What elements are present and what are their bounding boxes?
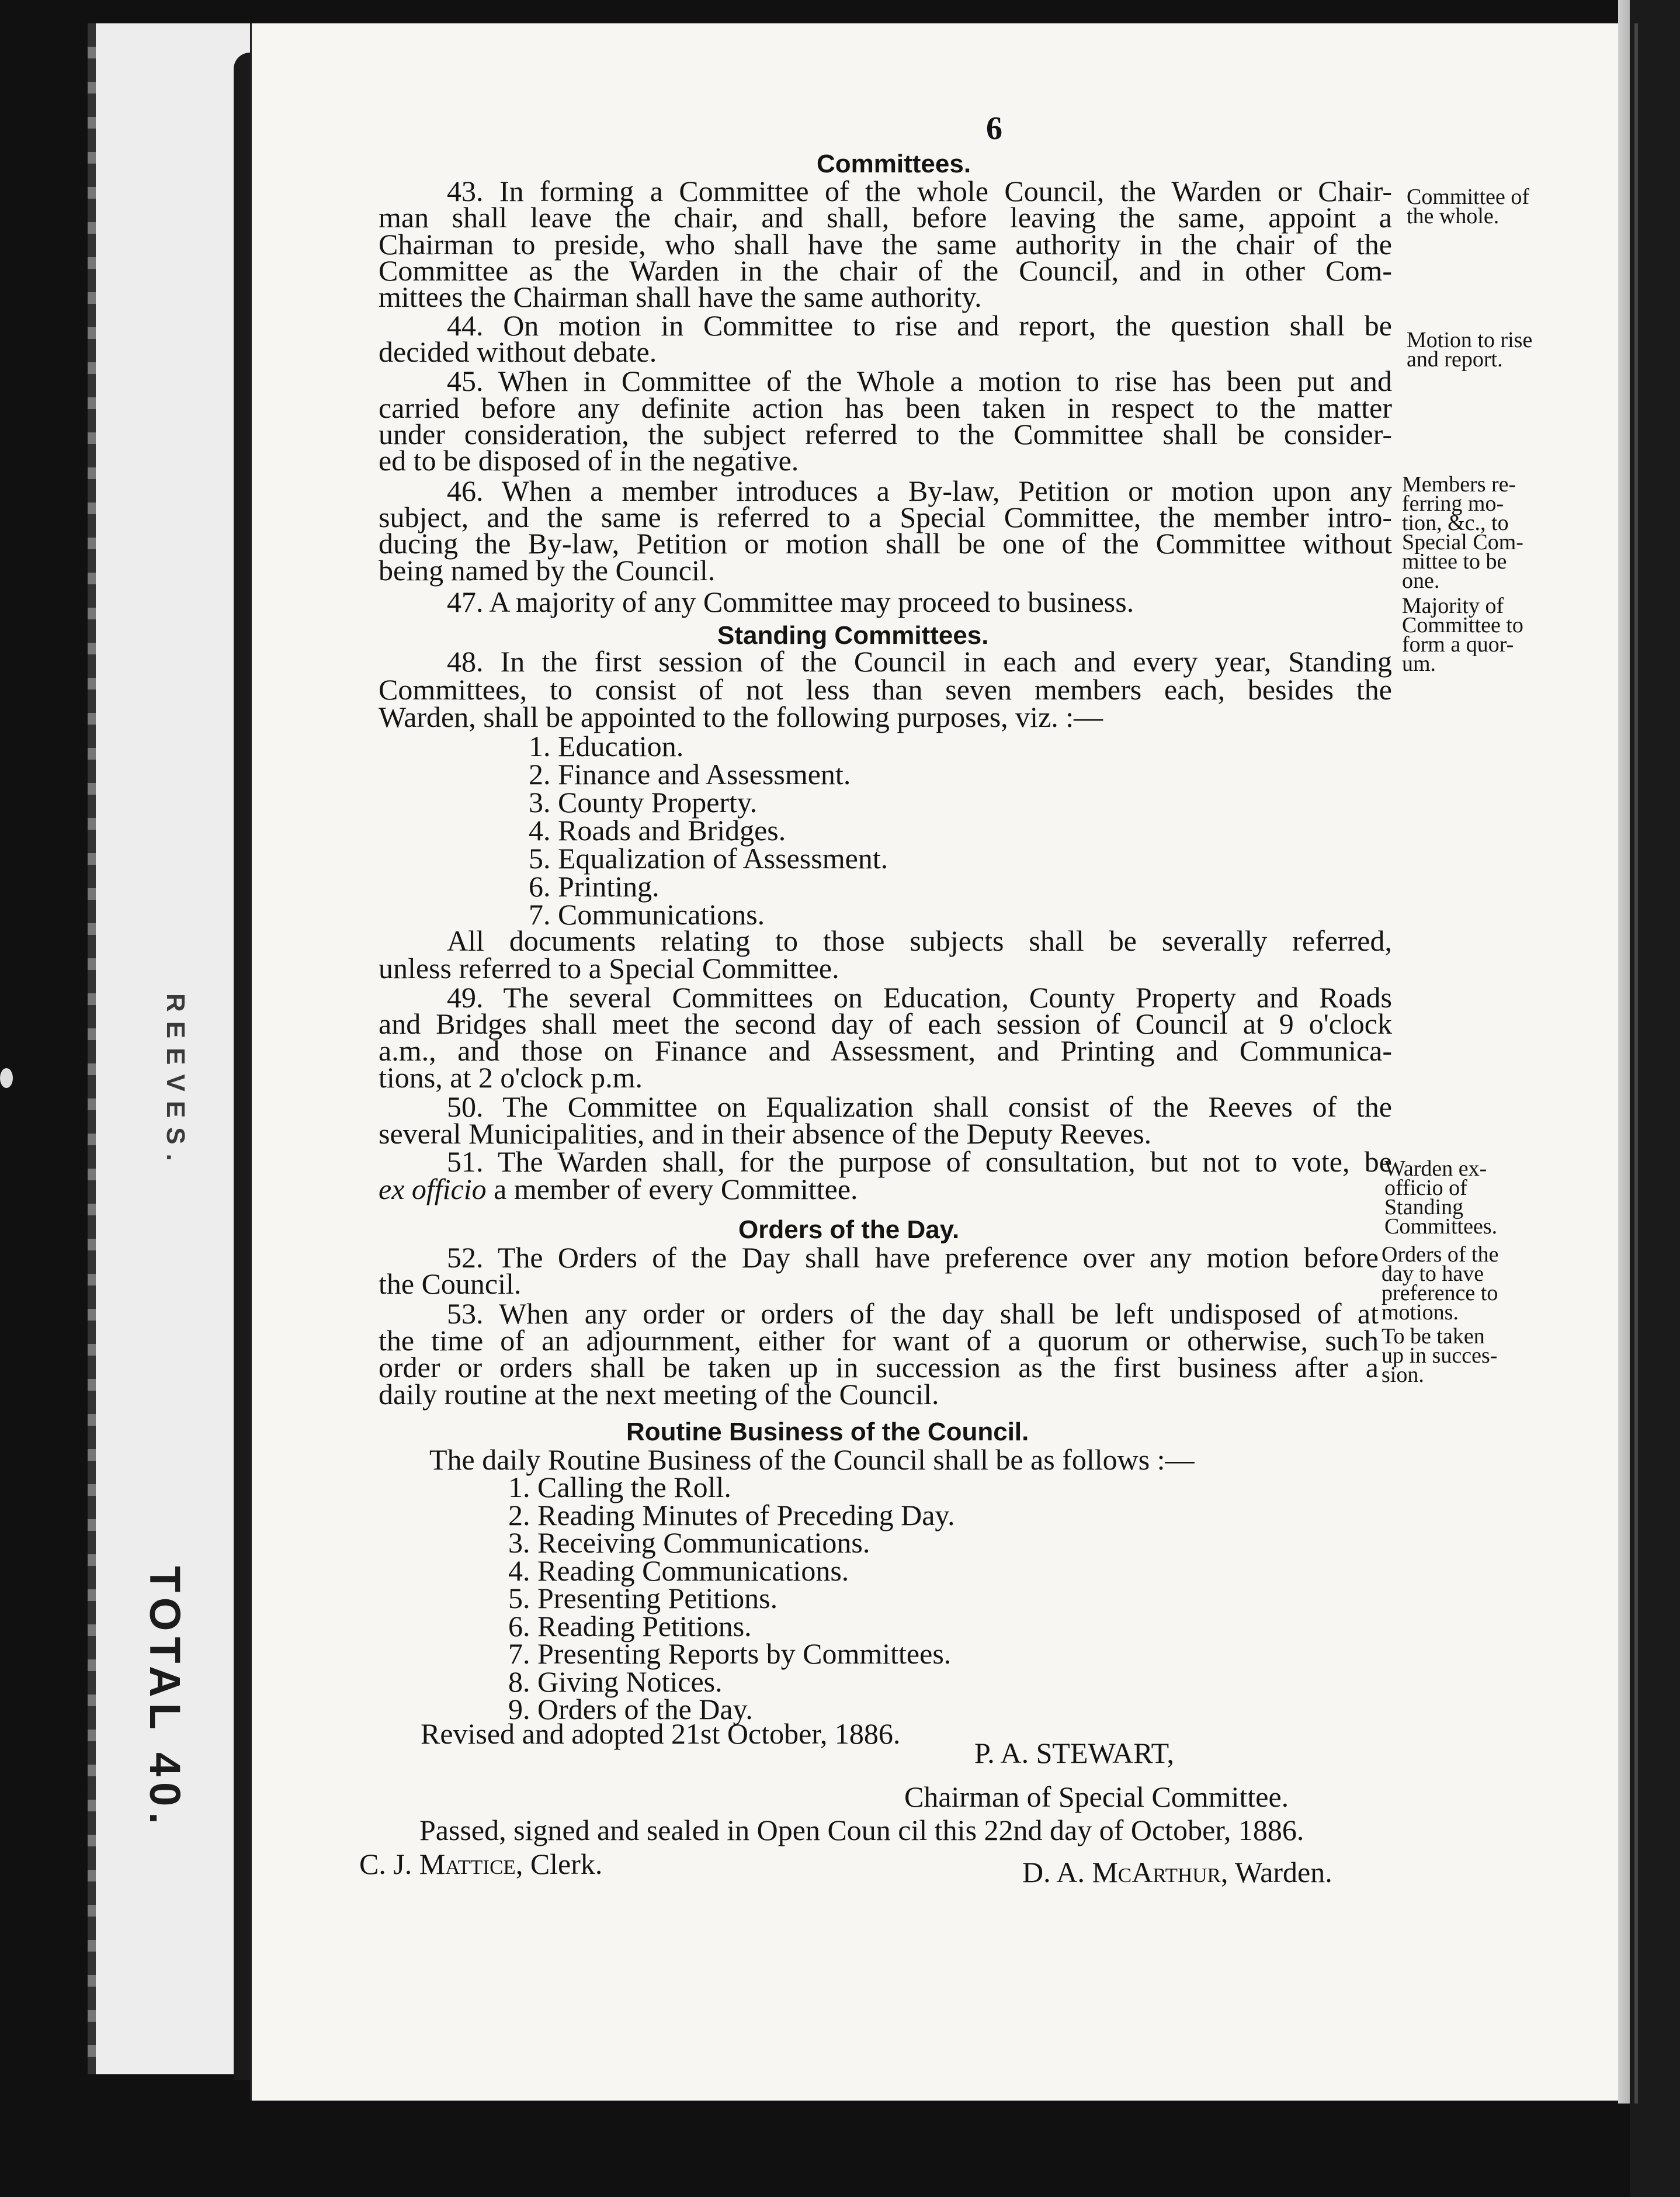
committees-line: 46. When a member introduces a By-law, Petition or motion upon any: [447, 474, 1392, 507]
standing-paragraph-line: 50. The Committee on Equalization shall consist of the Reeves of the: [447, 1090, 1392, 1123]
margin-note-warden-ex: Standing: [1384, 1195, 1464, 1219]
ex-officio-line: ex officio a member of every Committee.: [379, 1173, 858, 1205]
clerk-signature: C. J. Mattice, Clerk.: [359, 1848, 603, 1880]
committees-line: 43. In forming a Committee of the whole Council, the Warden or Chair-: [447, 175, 1392, 207]
committees-line: ducing the By-law, Petition or motion shall be one of the Committee without: [379, 527, 1392, 560]
standing-paragraph-line: several Municipalities, and in their absence of the Deputy Reeves.: [379, 1117, 1152, 1150]
heading-committees: Committees.: [817, 150, 971, 178]
rotated-total-label: TOTAL 40.: [141, 1566, 189, 1830]
standing-intro-line: Warden, shall be appointed to the following purposes, viz. :—: [379, 701, 1103, 733]
heading-orders-of-the-day: Orders of the Day.: [738, 1215, 960, 1244]
margin-note-orders-pref: day to have: [1382, 1262, 1484, 1286]
margin-note-warden-ex: Committees.: [1384, 1214, 1498, 1239]
standing-committee-item: 2. Finance and Assessment.: [529, 758, 851, 791]
heading-routine-business: Routine Business of the Council.: [626, 1418, 1029, 1446]
orders-line: daily routine at the next meeting of the Council.: [379, 1378, 939, 1411]
orders-line: the time of an adjournment, either for want of a quorum or otherwise, such: [379, 1324, 1379, 1357]
committees-line: 47. A majority of any Committee may proceed to business.: [447, 585, 1134, 618]
routine-item: 3. Receiving Communications.: [508, 1526, 870, 1559]
standing-paragraph-line: tions, at 2 o'clock p.m.: [379, 1061, 643, 1094]
routine-item: 7. Presenting Reports by Committees.: [508, 1637, 952, 1670]
orders-line: order or orders shall be taken up in succession as the first business after a: [379, 1351, 1379, 1384]
margin-note-to-be-taken: To be taken: [1382, 1324, 1485, 1349]
margin-note-committee-whole: the whole.: [1407, 204, 1499, 228]
passed-statement: Passed, signed and sealed in Open Coun cil this 22nd day of October, 1886.: [419, 1814, 1304, 1846]
revised-date: Revised and adopted 21st October, 1886.: [421, 1717, 901, 1750]
standing-committee-item: 6. Printing.: [529, 870, 659, 903]
page-edge-shadow: [234, 53, 250, 2080]
committees-line: mittees the Chairman shall have the same authority.: [379, 280, 982, 313]
margin-note-members-referring: tion, &c., to: [1402, 511, 1509, 535]
heading-standing-committees: Standing Committees.: [717, 621, 989, 650]
margin-note-majority: Majority of: [1402, 594, 1504, 618]
margin-note-to-be-taken: up in succes-: [1382, 1343, 1498, 1368]
page-stack-edge: [88, 23, 96, 2074]
standing-committee-item: 5. Equalization of Assessment.: [529, 842, 888, 875]
margin-note-orders-pref: motions.: [1382, 1300, 1459, 1325]
orders-line: 52. The Orders of the Day shall have preference over any motion before: [447, 1241, 1379, 1274]
routine-intro: The daily Routine Business of the Council shall be as follows :—: [429, 1443, 1195, 1476]
margin-note-committee-whole: Committee of: [1407, 185, 1530, 209]
margin-note-members-referring: Members re-: [1402, 472, 1516, 497]
committees-line: subject, and the same is referred to a Special Committee, the member intro-: [379, 501, 1392, 533]
stray-mark: [0, 1068, 13, 1088]
rotated-margin-text: [120, 234, 190, 1987]
standing-intro-line: 48. In the first session of the Council in each and every year, Standing: [447, 645, 1392, 678]
standing-paragraph-line: and Bridges shall meet the second day of each session of Council at 9 o'clock: [379, 1007, 1392, 1040]
chair-name: P. A. STEWART,: [974, 1737, 1174, 1769]
committees-line: 44. On motion in Committee to rise and report, the question shall be: [447, 309, 1392, 342]
committees-line: Chairman to preside, who shall have the same authority in the chair of the: [379, 228, 1392, 261]
standing-committee-item: 7. Communications.: [529, 898, 765, 931]
standing-paragraph-line: a.m., and those on Finance and Assessment, and Printing and Communica-: [379, 1034, 1392, 1067]
margin-note-orders-pref: Orders of the: [1382, 1242, 1499, 1267]
warden-signature: D. A. McArthur, Warden.: [1022, 1856, 1332, 1888]
standing-paragraph-line: 51. The Warden shall, for the purpose of consultation, but not to vote, be: [447, 1145, 1392, 1178]
standing-paragraph-line: unless referred to a Special Committee.: [379, 952, 839, 985]
routine-item: 2. Reading Minutes of Preceding Day.: [508, 1498, 955, 1531]
margin-note-motion-rise: Motion to rise: [1407, 328, 1533, 352]
margin-note-orders-pref: preference to: [1382, 1281, 1498, 1305]
committees-line: ed to be disposed of in the negative.: [379, 444, 799, 477]
standing-committee-item: 4. Roads and Bridges.: [529, 814, 786, 847]
standing-paragraph-line: All documents relating to those subjects shall be severally referred,: [447, 924, 1392, 957]
margin-note-members-referring: mittee to be: [1402, 549, 1507, 574]
committees-line: carried before any definite action has been taken in respect to the matter: [379, 391, 1392, 424]
committees-line: Committee as the Warden in the chair of the Council, and in other Com-: [379, 254, 1392, 287]
rotated-reeves-label: REEVES.: [161, 993, 190, 1170]
committees-line: 45. When in Committee of the Whole a motion to rise has been put and: [447, 365, 1392, 397]
orders-line: the Council.: [379, 1267, 522, 1300]
margin-note-majority: Committee to: [1402, 613, 1523, 637]
orders-line: 53. When any order or orders of the day shall be left undisposed of at: [447, 1297, 1379, 1330]
routine-item: 6. Reading Petitions.: [508, 1609, 752, 1642]
margin-note-majority: form a quor-: [1402, 632, 1514, 657]
margin-note-warden-ex: Warden ex-: [1384, 1156, 1487, 1181]
committees-line: being named by the Council.: [379, 554, 716, 587]
margin-note-members-referring: ferring mo-: [1402, 491, 1504, 516]
committees-line: decided without debate.: [379, 335, 657, 368]
standing-committee-item: 3. County Property.: [529, 786, 758, 819]
margin-note-to-be-taken: sion.: [1382, 1363, 1424, 1387]
margin-note-warden-ex: officio of: [1384, 1176, 1467, 1200]
standing-intro-line: Committees, to consist of not less than seven members each, besides the: [379, 673, 1392, 706]
margin-note-motion-rise: and report.: [1407, 347, 1503, 372]
margin-note-members-referring: one.: [1402, 569, 1440, 593]
routine-item: 8. Giving Notices.: [508, 1665, 723, 1698]
standing-committee-item: 1. Education.: [529, 730, 684, 763]
routine-item: 4. Reading Communications.: [508, 1554, 849, 1587]
routine-item: 1. Calling the Roll.: [508, 1471, 731, 1503]
margin-note-members-referring: Special Com-: [1402, 530, 1523, 555]
right-page-edge: [1634, 23, 1638, 2104]
routine-item: 5. Presenting Petitions.: [508, 1582, 778, 1614]
standing-paragraph-line: 49. The several Committees on Education, County Property and Roads: [447, 981, 1392, 1014]
committees-line: under consideration, the subject referred to the Committee shall be consider-: [379, 418, 1392, 451]
page-number: 6: [986, 110, 1002, 147]
chair-title: Chairman of Special Committee.: [904, 1780, 1289, 1813]
committees-line: man shall leave the chair, and shall, before leaving the same, appoint a: [379, 201, 1392, 234]
routine-item: 9. Orders of the Day.: [508, 1693, 753, 1725]
margin-note-majority: um.: [1402, 652, 1436, 676]
